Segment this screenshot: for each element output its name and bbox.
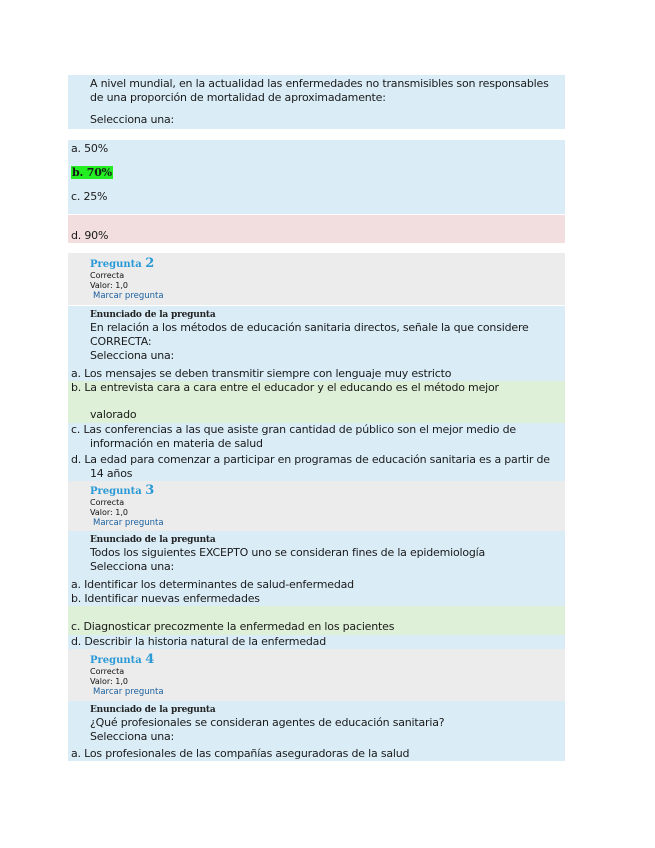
q3-options-ab [68,578,565,606]
q3-option-c-row [68,606,565,635]
q3-header: Pregunta 3 [90,483,155,498]
q4-header: Pregunta 4 [90,652,155,667]
q4-value: Valor: 1,0 [90,677,128,686]
q3-flag-link[interactable]: Marcar pregunta [93,518,164,528]
q2-number: 2 [145,256,155,271]
q4-select-prompt: Selecciona una: [90,730,175,743]
q3-heading: Enunciado de la pregunta [90,535,216,545]
q1-prompt-block [68,75,565,129]
q2-flag-link[interactable]: Marcar pregunta [93,291,164,301]
q4-status: Correcta [90,667,125,676]
q2-options-cd [68,423,565,481]
q3-option-a[interactable]: a. Identificar los determinantes de salud-enfermedad [71,578,354,591]
q4-heading: Enunciado de la pregunta [90,705,216,715]
q1-option-b-highlight: b. 70% [72,166,112,179]
q2-select-prompt: Selecciona una: [90,349,175,362]
q2-option-c[interactable]: c. Las conferencias a las que asiste gran cantidad de público son el mejor medio de información en materia de salud [71,423,516,450]
q2-content [68,306,565,367]
q2-status: Correcta [90,271,125,280]
q3-status: Correcta [90,498,125,507]
q1-option-d-row [68,215,565,243]
q2-option-a-row [68,367,565,381]
q3-question-text: Todos los siguientes EXCEPTO uno se consideran fines de la epidemiología [90,546,486,559]
q3-select-prompt: Selecciona una: [90,560,175,573]
q2-header: Pregunta 2 [90,256,155,271]
q1-answers [68,140,565,214]
q1-option-a[interactable]: a. 50% [71,142,108,155]
q2-option-b-row [68,381,565,423]
q2-heading: Enunciado de la pregunta [90,310,216,320]
q3-content [68,531,565,578]
q4-question-text: ¿Qué profesionales se consideran agentes de educación sanitaria? [90,716,445,729]
q2-question-text: En relación a los métodos de educación sanitaria directos, señale la que considere CORRECTA: [90,321,529,348]
q1-option-b[interactable] [71,166,565,180]
q1-option-d[interactable]: d. 90% [71,229,109,242]
q3-option-c[interactable]: c. Diagnosticar precozmente la enfermedad en los pacientes [71,620,395,633]
q1-select-prompt: Selecciona una: [90,113,175,126]
q1-option-c[interactable]: c. 25% [71,190,108,203]
q3-option-d[interactable]: d. Describir la historia natural de la enfermedad [71,635,326,648]
q2-option-d[interactable]: d. La edad para comenzar a participar en programas de educación sanitaria es a partir de 14 años [71,453,550,480]
q2-option-a[interactable]: a. Los mensajes se deben transmitir siempre con lenguaje muy estricto [71,367,452,380]
q3-option-b[interactable]: b. Identificar nuevas enfermedades [71,592,260,605]
q2-option-b-continued: valorado [90,408,137,421]
q1-question-text: A nivel mundial, en la actualidad las enfermedades no transmisibles son responsables de una proporción de mortalidad de aproximadamente: [90,77,549,104]
q4-option-a[interactable]: a. Los profesionales de las compañías aseguradoras de la salud [71,747,410,760]
q3-info [68,481,565,531]
q4-flag-link[interactable]: Marcar pregunta [93,687,164,697]
q2-info [68,253,565,305]
q3-number: 3 [145,483,155,498]
q2-value: Valor: 1,0 [90,281,128,290]
q3-option-d-row [68,635,565,649]
q3-value: Valor: 1,0 [90,508,128,517]
q4-info [68,649,565,701]
q4-content [68,701,565,747]
q4-number: 4 [145,652,155,667]
q2-option-b[interactable]: b. La entrevista cara a cara entre el educador y el educando es el método mejor [71,381,499,394]
q4-option-a-row [68,747,565,761]
